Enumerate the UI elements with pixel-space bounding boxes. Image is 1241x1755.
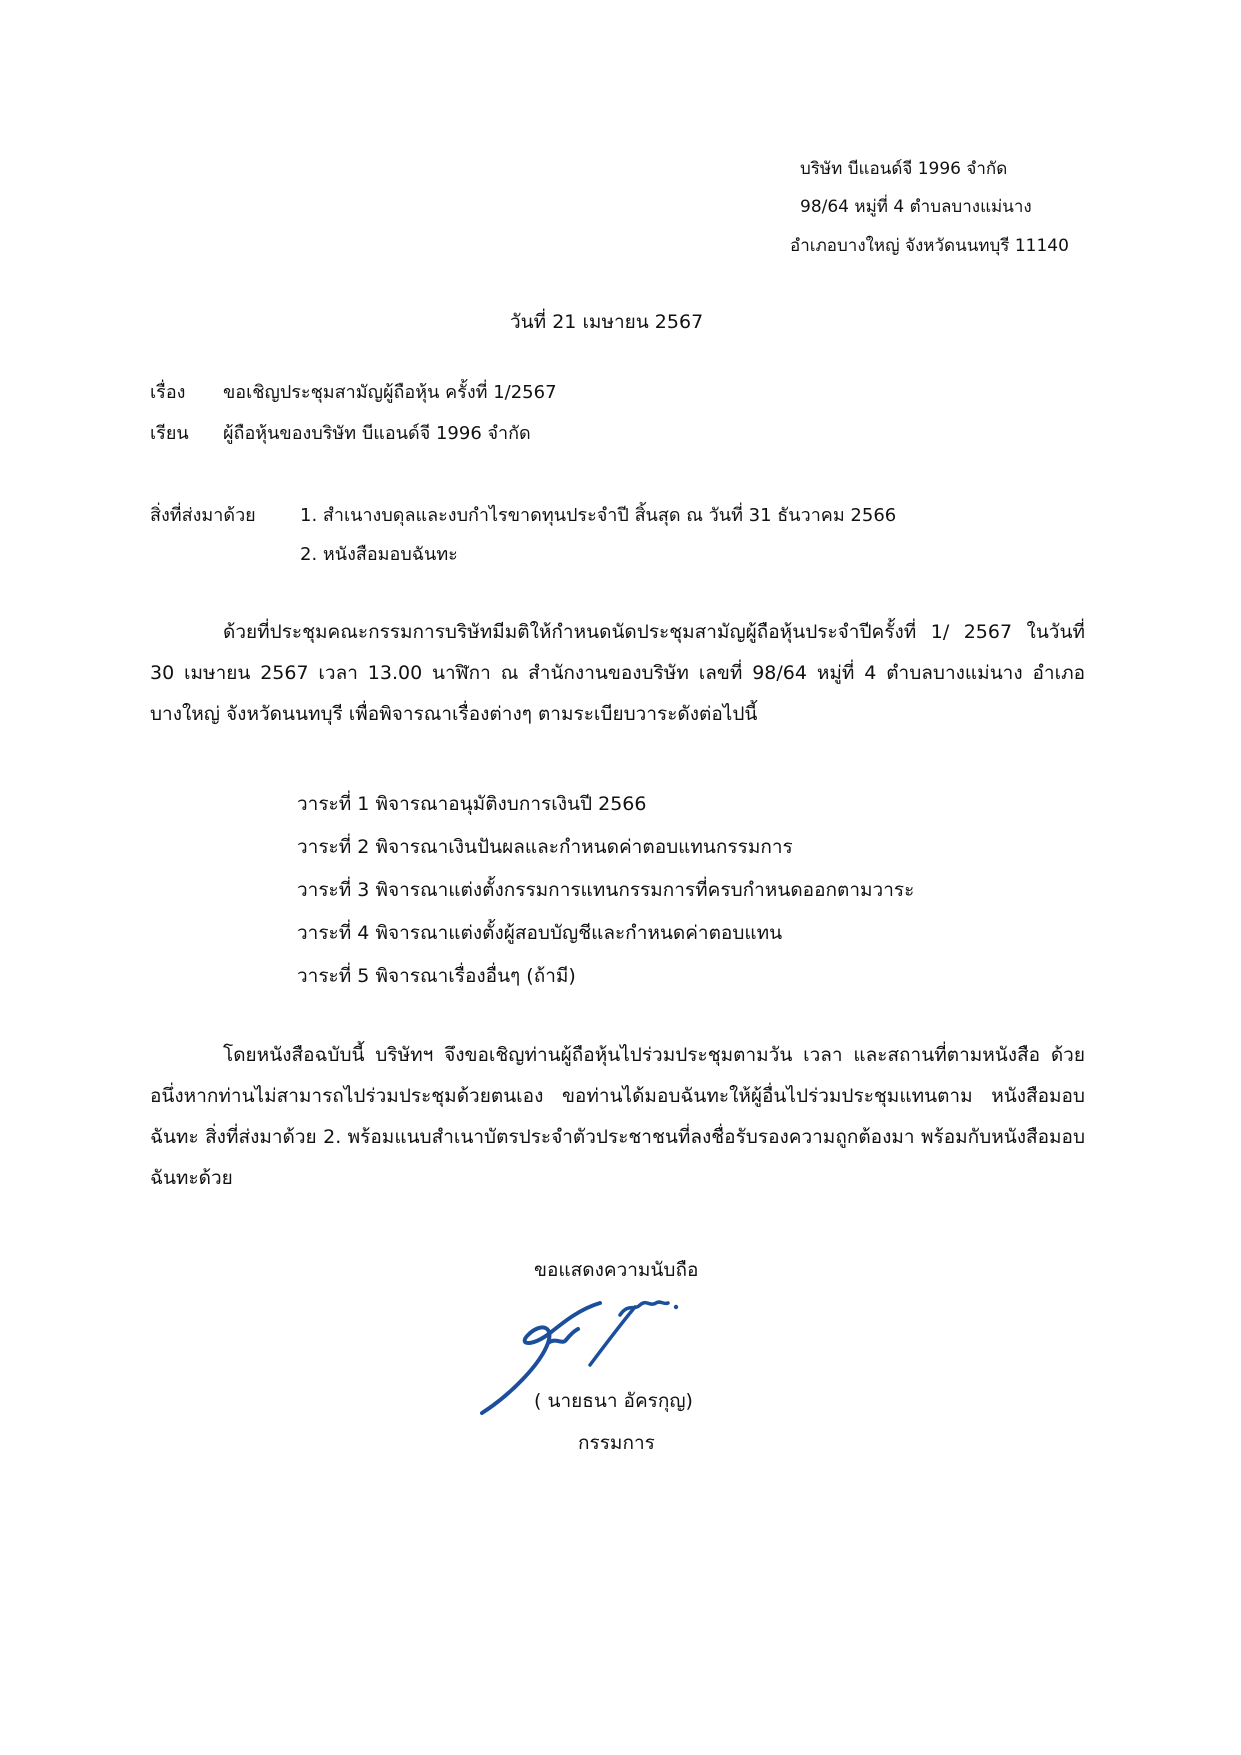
subject-label: เรื่อง (150, 382, 186, 403)
agenda-item: วาระที่ 2 พิจารณาเงินปันผลและกำหนดค่าตอบแทนกรรมการ (297, 836, 793, 858)
signer-name: ( นายธนา อัครกุญ) (534, 1390, 693, 1412)
sender-company: บริษัท บีแอนด์จี 1996 จำกัด (800, 159, 1008, 179)
signer-title: กรรมการ (578, 1432, 655, 1454)
body-paragraph-intro: ด้วยที่ประชุมคณะกรรมการบริษัทมีมติให้กำหนดนัดประชุมสามัญผู้ถือหุ้นประจำปีครั้งที่ 1/ 2567 ในวันที่ 30 เมษายน 2567 เวลา 13.00 นาฬิกา ณ สำนักงานของบริษัท เลขที่ 98/64 หมู่ที่ 4 ตำบลบางแม่นาง อำเภอบางใหญ่ จังหวัดนนทบุรี เพื่อพิจารณาเรื่องต่างๆ ตามระเบียบวาระดังต่อไปนี้ (150, 621, 1085, 725)
agenda-item: วาระที่ 1 พิจารณาอนุมัติงบการเงินปี 2566 (297, 793, 647, 815)
agenda-item: วาระที่ 3 พิจารณาแต่งตั้งกรรมการแทนกรรมการที่ครบกำหนดออกตามวาระ (297, 879, 915, 901)
body-paragraph-invitation: โดยหนังสือฉบับนี้ บริษัทฯ จึงขอเชิญท่านผู้ถือหุ้นไปร่วมประชุมตามวัน เวลา และสถานที่ตามหนังสือ ด้วย อนึ่งหากท่านไม่สามารถไปร่วมประชุมด้วยตนเอง ขอท่านได้มอบฉันทะให้ผู้อื่นไปร่วมประชุมแทนตาม หนังสือมอบฉันทะ สิ่งที่ส่งมาด้วย 2. พร้อมแนบสำเนาบัตรประจำตัวประชาชนที่ลงชื่อรับรองความถูกต้องมา พร้อมกับหนังสือมอบฉันทะด้วย (150, 1044, 1085, 1189)
subject-value: ขอเชิญประชุมสามัญผู้ถือหุ้น ครั้งที่ 1/2567 (223, 382, 557, 403)
agenda-item: วาระที่ 4 พิจารณาแต่งตั้งผู้สอบบัญชีและกำหนดค่าตอบแทน (297, 922, 783, 944)
recipient-label: เรียน (150, 423, 189, 444)
enclosure-item: 1. สำเนางบดุลและงบกำไรขาดทุนประจำปี สิ้นสุด ณ วันที่ 31 ธันวาคม 2566 (300, 505, 897, 526)
enclosure-item: 2. หนังสือมอบฉันทะ (300, 544, 458, 565)
closing-salutation: ขอแสดงความนับถือ (534, 1259, 699, 1281)
sender-address-line2: อำเภอบางใหญ่ จังหวัดนนทบุรี 11140 (790, 236, 1069, 256)
letter-date: วันที่ 21 เมษายน 2567 (510, 311, 704, 333)
sender-address-line1: 98/64 หมู่ที่ 4 ตำบลบางแม่นาง (800, 197, 1032, 217)
enclosures-label: สิ่งที่ส่งมาด้วย (150, 505, 256, 526)
agenda-item: วาระที่ 5 พิจารณาเรื่องอื่นๆ (ถ้ามี) (297, 965, 576, 987)
recipient-value: ผู้ถือหุ้นของบริษัท บีแอนด์จี 1996 จำกัด (223, 423, 531, 444)
